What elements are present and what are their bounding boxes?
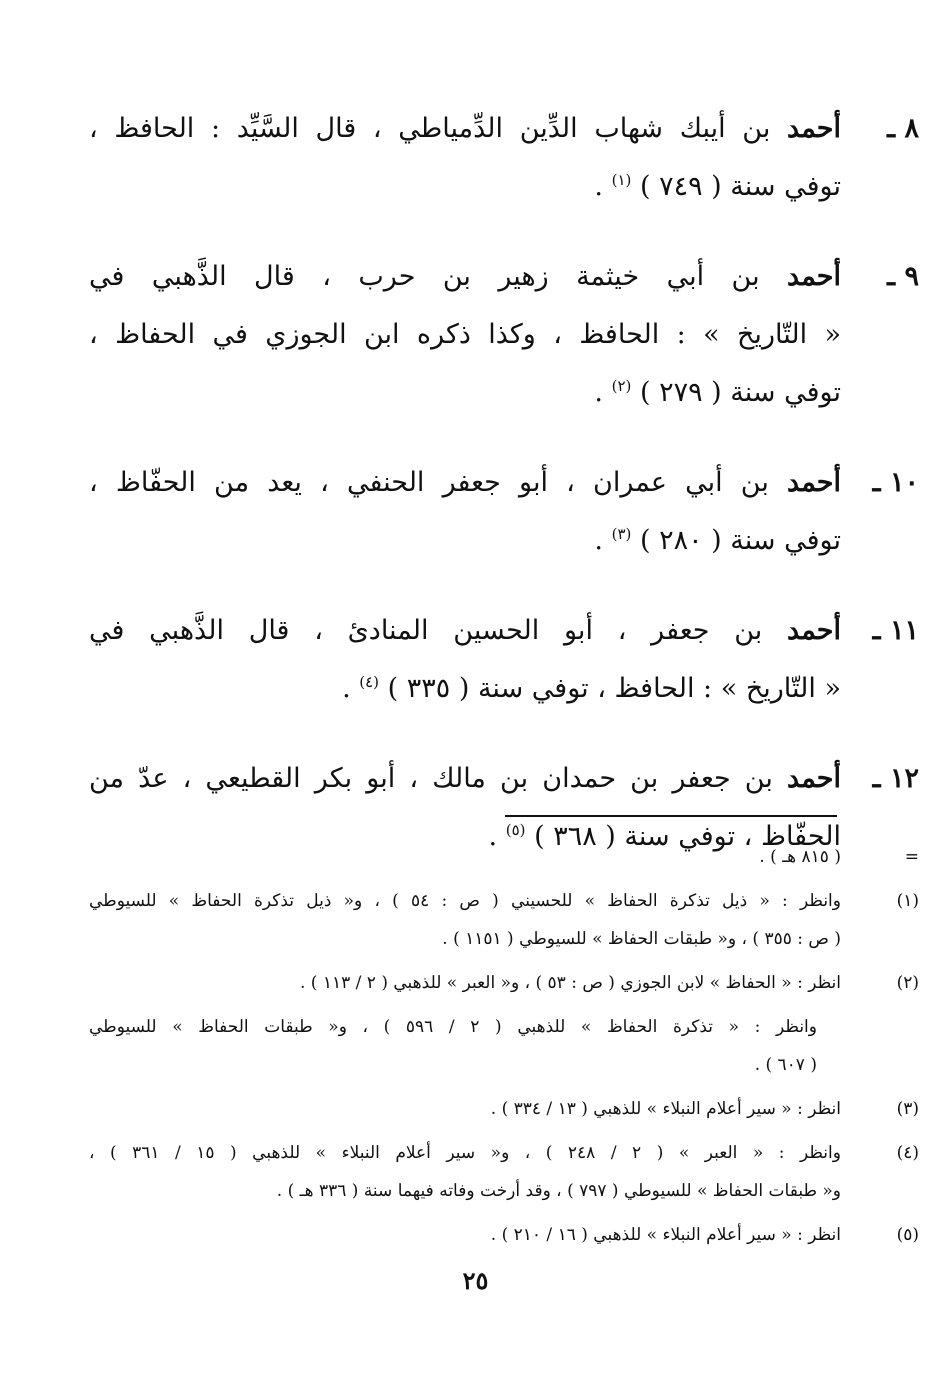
footnote-ref[interactable]: (٢) bbox=[611, 377, 632, 395]
page-number: ٢٥ bbox=[462, 1266, 489, 1295]
entry-text: بن أبي خيثمة زهير بن حرب ، قال الذَّهبي في bbox=[89, 261, 788, 292]
footnote-item bbox=[89, 964, 919, 1002]
entry-text: بن أبي عمران ، أبو جعفر الحنفي ، يعد من الحفّاظ ، bbox=[89, 467, 788, 498]
entry-text: « التّاريخ » : الحافظ ، وكذا ذكره ابن الجوزي في الحفاظ ، bbox=[89, 319, 841, 350]
entry-text: بن أيبك شهاب الدِّين الدِّمياطي ، قال السَّيِّد : الحافظ ، bbox=[89, 113, 788, 144]
footnote-line: انظر : « سير أعلام النبلاء » للذهبي ( ١٦ / ٢١٠ ) . bbox=[490, 1225, 841, 1245]
footnote-line: وانظر : « ذيل تذكرة الحفاظ » للحسيني ( ص : ٥٤ ) ، و« ذيل تذكرة الحفاظ » للسيوطي bbox=[89, 891, 841, 911]
entry-name: أحمد bbox=[787, 467, 841, 498]
entry-line bbox=[89, 454, 841, 512]
footnote-label: (٥) bbox=[896, 1225, 919, 1245]
entry-text-tail: . bbox=[594, 171, 612, 202]
entry-line bbox=[89, 158, 841, 216]
footnote-line: ( ٦٠٧ ) . bbox=[754, 1055, 817, 1075]
footnotes bbox=[89, 838, 919, 1260]
entry-text: توفي سنة ( ٧٤٩ ) bbox=[631, 171, 841, 202]
entry-text: توفي سنة ( ٢٨٠ ) bbox=[631, 525, 841, 556]
entry-line bbox=[89, 750, 841, 808]
entry-line bbox=[89, 660, 841, 718]
footnote-ref[interactable]: (١) bbox=[611, 171, 632, 189]
entry-line bbox=[89, 306, 841, 364]
entry-number: ١٢ ـ bbox=[872, 763, 919, 794]
footnote-label: (٤) bbox=[896, 1143, 919, 1163]
footnote-ref[interactable]: (٤) bbox=[359, 673, 380, 691]
entry-name: أحمد bbox=[787, 615, 841, 646]
footnote-separator bbox=[505, 815, 837, 817]
footnote-line: ( ص : ٣٥٥ ) ، و« طبقات الحفاظ » للسيوطي ( ١١٥١ ) . bbox=[442, 929, 841, 949]
entry-number: ١١ ـ bbox=[872, 615, 919, 646]
footnote-item bbox=[89, 1008, 841, 1084]
footnote-line: ( ٨١٥ هـ ) . bbox=[759, 847, 841, 867]
entry-name: أحمد bbox=[787, 113, 841, 144]
entry-text-tail: . bbox=[342, 673, 360, 704]
footnote-item bbox=[89, 838, 919, 876]
entry-text: توفي سنة ( ٢٧٩ ) bbox=[631, 377, 841, 408]
footnote-ref[interactable]: (٥) bbox=[505, 821, 526, 839]
entry-line bbox=[89, 100, 841, 158]
entry-item bbox=[89, 248, 919, 422]
footnote-line: انظر : « سير أعلام النبلاء » للذهبي ( ١٣ / ٣٣٤ ) . bbox=[490, 1099, 841, 1119]
entry-text-tail: . bbox=[488, 821, 506, 852]
entry-name: أحمد bbox=[787, 261, 841, 292]
entry-text: بن جعفر ، أبو الحسين المنادئ ، قال الذَّهبي في bbox=[89, 615, 788, 646]
entry-text: الحفّاظ ، توفي سنة ( ٣٦٨ ) bbox=[525, 821, 841, 852]
footnote-item bbox=[89, 882, 919, 958]
entry-item bbox=[89, 602, 919, 718]
footnote-line: انظر : « الحفاظ » لابن الجوزي ( ص : ٥٣ ) ، و« العبر » للذهبي ( ٢ / ١١٣ ) . bbox=[300, 973, 841, 993]
footnote-label: (٣) bbox=[896, 1099, 919, 1119]
entry-text: بن جعفر بن حمدان بن مالك ، أبو بكر القطيعي ، عدّ من bbox=[89, 763, 788, 794]
entry-name: أحمد bbox=[787, 763, 841, 794]
footnote-item bbox=[89, 1216, 919, 1254]
footnote-item bbox=[89, 1134, 919, 1210]
entry-line bbox=[89, 512, 841, 570]
footnote-continuation-mark: = bbox=[904, 847, 919, 867]
footnote-line: و« طبقات الحفاظ » للسيوطي ( ٧٩٧ ) ، وقد أرخت وفاته فيهما سنة ( ٣٣٦ هـ ) . bbox=[276, 1181, 841, 1201]
footnote-label: (١) bbox=[896, 891, 919, 911]
entry-item bbox=[89, 454, 919, 570]
biography-entries bbox=[89, 100, 919, 898]
entry-line bbox=[89, 602, 841, 660]
entry-line bbox=[89, 248, 841, 306]
footnote-ref[interactable]: (٣) bbox=[611, 525, 632, 543]
footnote-line: وانظر : « العبر » ( ٢ / ٢٤٨ ) ، و« سير أعلام النبلاء » للذهبي ( ١٥ / ٣٦١ ) ، bbox=[89, 1143, 841, 1163]
entry-item bbox=[89, 100, 919, 216]
entry-text-tail: . bbox=[594, 525, 612, 556]
footnote-line: وانظر : « تذكرة الحفاظ » للذهبي ( ٢ / ٥٩٦ ) ، و« طبقات الحفاظ » للسيوطي bbox=[89, 1017, 817, 1037]
entry-text-tail: . bbox=[594, 377, 612, 408]
footnote-label: (٢) bbox=[896, 973, 919, 993]
footnote-item bbox=[89, 1090, 919, 1128]
entry-number: ١٠ ـ bbox=[872, 467, 919, 498]
entry-number: ٩ ـ bbox=[887, 261, 919, 292]
entry-number: ٨ ـ bbox=[887, 113, 919, 144]
entry-line bbox=[89, 364, 841, 422]
entry-text: « التّاريخ » : الحافظ ، توفي سنة ( ٣٣٥ ) bbox=[379, 673, 841, 704]
